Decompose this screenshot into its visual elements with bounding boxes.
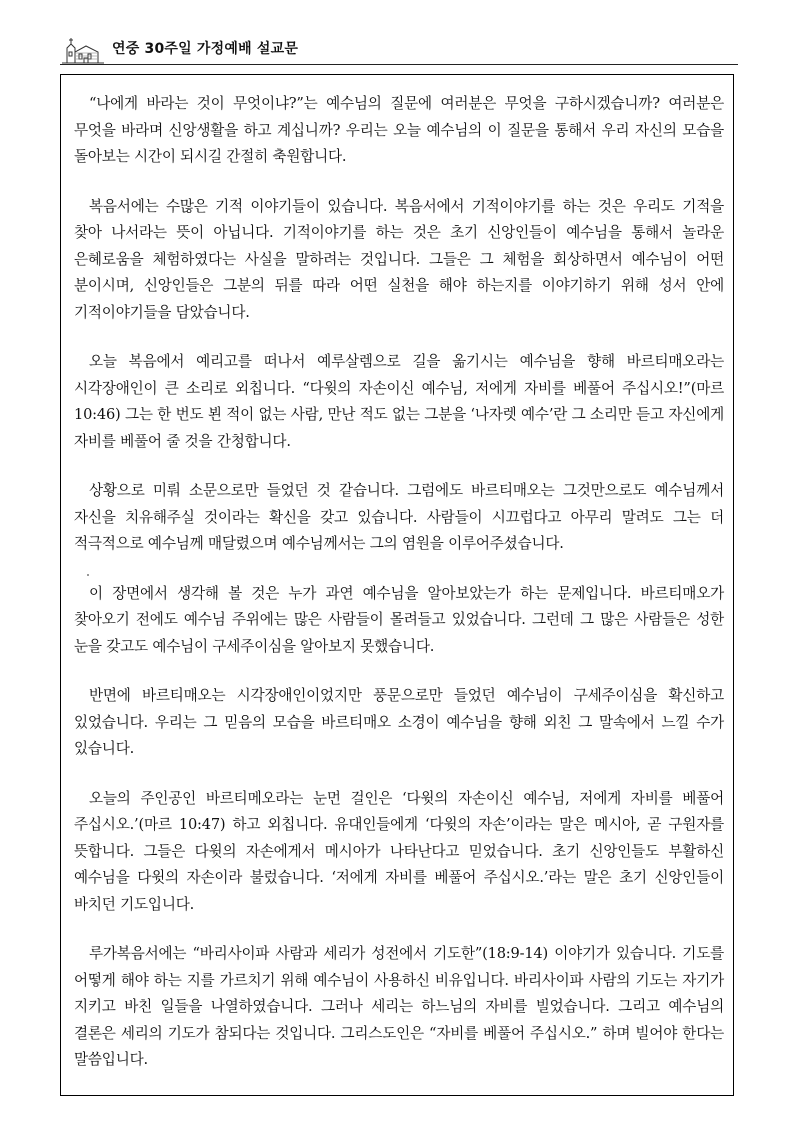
paragraph-4: 상황으로 미뤄 소문으로만 들었던 것 같습니다. 그럼에도 바르티매오는 그것만으로도 예수님께서 자신을 치유해주실 것이라는 확신을 갖고 있습니다. 사람들이 시끄럽다고 아무리 말려도 그는 더 적극적으로 예수님께 매달렸으며 예수님께서는 그의 염원을 이루어주셨습니다.: [74, 482, 724, 552]
paragraph-7: 오늘의 주인공인 바르티메오라는 눈먼 걸인은 ‘다윗의 자손이신 예수님, 저에게 자비를 베풀어 주십시오.’(마르 10:47) 하고 외칩니다. 유대인들에게 ‘다윗의 자손’이라는 말은 메시아, 곧 구원자를 뜻합니다. 그들은 다윗의 자손에게서 메시아가 나타난다고 믿었습니다. 초기 신앙인들도 부활하신 예수님을 다윗의 자손이라 불렀습니다. ‘저에게 자비를 베풀어 주십시오.’라는 말은 초기 신앙인들이 바치던 기도입니다.: [74, 789, 724, 913]
paragraph-1: “나에게 바라는 것이 무엇이냐?”는 예수님의 질문에 여러분은 무엇을 구하시겠습니까? 여러분은 무엇을 바라며 신앙생활을 하고 계십니까? 우리는 오늘 예수님의 이 질문을 통해서 우리 자신의 모습을 돌아보는 시간이 되시길 간절히 축원합니다.: [74, 95, 724, 165]
paragraph-3: 오늘 복음에서 예리고를 떠나서 예루살렘으로 길을 옮기시는 예수님을 향해 바르티매오라는 시각장애인이 큰 소리로 외칩니다. “다윗의 자손이신 예수님, 저에게 자비를 베풀어 주십시오!”(마르 10:46) 그는 한 번도 뵌 적이 없는 사람, 만난 적도 없는 그분을 ‘나자렛 예수’란 그 소리만 듣고 자신에게 자비를 베풀어 줄 것을 간청합니다.: [74, 353, 724, 450]
church-icon: [60, 34, 106, 64]
page-title: 연중 30주일 가정예배 설교문: [112, 41, 299, 57]
paragraph-5: 이 장면에서 생각해 볼 것은 누가 과연 예수님을 알아보았는가 하는 문제입니다. 바르티매오가 찾아오기 전에도 예수님 주위에는 많은 사람들이 몰려들고 있었습니다. 그런데 그 많은 사람들은 성한 눈을 갖고도 예수님이 구세주이심을 알아보지 못했습니다.: [74, 584, 724, 655]
header-divider: [60, 64, 738, 65]
sermon-content: [60, 74, 734, 1096]
stray-mark: [87, 574, 89, 576]
paragraph-6: 반면에 바르티매오는 시각장애인이었지만 풍문으로만 들었던 예수님이 구세주이심을 확신하고 있었습니다. 우리는 그 믿음의 모습을 바르티매오 소경이 예수님을 향해 외친 그 말속에서 느낄 수가 있습니다.: [74, 687, 724, 757]
paragraph-8: 루가복음서에는 “바리사이파 사람과 세리가 성전에서 기도한”(18:9-14) 이야기가 있습니다. 기도를 어떻게 해야 하는 지를 가르치기 위해 예수님이 사용하신 비유입니다. 바리사이파 사람의 기도는 자기가 지키고 바친 일들을 나열하였습니다. 그러나 세리는 하느님의 자비를 빌었습니다. 그리고 예수님의 결론은 세리의 기도가 참되다는 것입니다. 그리스도인은 “자비를 베풀어 주십시오.” 하며 빌어야 한다는 말씀입니다.: [74, 945, 724, 1068]
paragraph-2: 복음서에는 수많은 기적 이야기들이 있습니다. 복음서에서 기적이야기를 하는 것은 우리도 기적을 찾아 나서라는 뜻이 아닙니다. 기적이야기를 하는 것은 초기 신앙인들이 예수님을 통해서 놀라운 은혜로움을 체험하였다는 사실을 말하려는 것입니다. 그들은 그 체험을 회상하면서 예수님이 어떤 분이시며, 신앙인들은 그분의 뒤를 따라 어떤 실천을 해야 하는지를 이야기하기 위해 성서 안에 기적이야기들을 담았습니다.: [74, 197, 724, 321]
page-header: [60, 30, 740, 64]
